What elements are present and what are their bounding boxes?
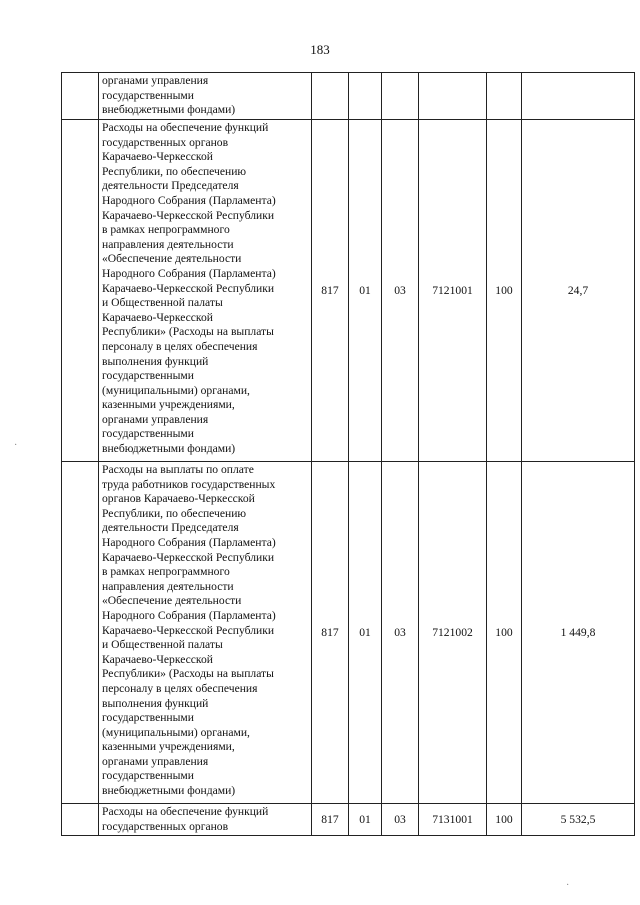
expense-name-line: и Общественной палаты (102, 296, 223, 310)
expense-name-line: государственными (102, 427, 194, 441)
expense-name-line: Республики» (Расходы на выплаты (102, 667, 274, 681)
expense-type-cell: 100 (487, 462, 522, 804)
expense-name-line: деятельности Председателя (102, 521, 239, 535)
expense-name-line: Карачаево-Черкесской Республики (102, 550, 275, 564)
expense-name-line: государственными (102, 711, 194, 725)
expense-name-line: органами управления (102, 412, 209, 426)
table-body (62, 73, 635, 836)
ministry-code-cell: 817 (312, 120, 349, 462)
expense-name-line: выполнения функций (102, 354, 209, 368)
row-number-cell (62, 462, 99, 804)
expense-name-line: в рамках непрограммного (102, 223, 230, 237)
expense-name-line: государственных органов (102, 135, 229, 149)
subsection-code-cell: 03 (382, 120, 419, 462)
ministry-code-cell: 817 (312, 804, 349, 836)
amount-cell: 1 449,8 (522, 462, 635, 804)
table-row (62, 804, 635, 836)
expense-name-line: персоналу в целях обеспечения (102, 681, 258, 695)
row-number-cell (62, 120, 99, 462)
target-article-cell: 7131001 (419, 804, 487, 836)
expense-name-line: государственными (102, 88, 194, 102)
expense-name-line: Республики» (Расходы на выплаты (102, 325, 274, 339)
expense-name-line: Республики, по обеспечению (102, 164, 247, 178)
expense-name-line: и Общественной палаты (102, 638, 223, 652)
expense-name-line: (муниципальными) органами, (102, 725, 250, 739)
scan-artifact: · (566, 880, 570, 891)
subsection-code-cell: 03 (382, 462, 419, 804)
expense-type-cell: 100 (487, 804, 522, 836)
expense-type-cell (487, 73, 522, 120)
target-article-cell (419, 73, 487, 120)
budget-table (61, 72, 635, 836)
expense-name-line: Народного Собрания (Парламента) (102, 266, 276, 280)
expense-name-line: внебюджетными фондами) (102, 103, 236, 117)
expense-name-line: государственными (102, 369, 194, 383)
expense-name-line: казенными учреждениями, (102, 740, 235, 754)
expense-name-line: Республики, по обеспечению (102, 506, 247, 520)
expense-name-line: направления деятельности (102, 237, 234, 251)
table-row (62, 120, 635, 462)
expense-name-line: Расходы на обеспечение функций (102, 121, 269, 134)
scan-artifact: · (14, 440, 18, 451)
subsection-code-cell (382, 73, 419, 120)
expense-name-cell (99, 120, 312, 462)
subsection-code-cell: 03 (382, 804, 419, 836)
section-code-cell (349, 73, 382, 120)
amount-cell (522, 73, 635, 120)
expense-name-line: органов Карачаево-Черкесской (102, 492, 255, 506)
table-row (62, 73, 635, 120)
ministry-code-cell (312, 73, 349, 120)
expense-name-line: труда работников государственных (102, 477, 276, 491)
expense-name-line: Расходы на обеспечение функций (102, 805, 269, 818)
expense-name-line: (муниципальными) органами, (102, 383, 250, 397)
expense-name-line: персоналу в целях обеспечения (102, 339, 258, 353)
expense-type-cell: 100 (487, 120, 522, 462)
amount-cell: 5 532,5 (522, 804, 635, 836)
expense-name-line: Народного Собрания (Парламента) (102, 535, 276, 549)
expense-name-line: «Обеспечение деятельности (102, 594, 242, 608)
ministry-code-cell: 817 (312, 462, 349, 804)
expense-name-line: органами управления (102, 754, 209, 768)
amount-cell: 24,7 (522, 120, 635, 462)
expense-name-line: Карачаево-Черкесской (102, 310, 213, 324)
expense-name-cell (99, 73, 312, 120)
target-article-cell: 7121002 (419, 462, 487, 804)
expense-name-line: внебюджетными фондами) (102, 784, 236, 798)
table-row (62, 462, 635, 804)
expense-name-line: государственными (102, 769, 194, 783)
expense-name-line: направления деятельности (102, 579, 234, 593)
expense-name-line: Карачаево-Черкесской Республики (102, 208, 275, 222)
page-number: 183 (310, 42, 330, 57)
expense-name-line: деятельности Председателя (102, 179, 239, 193)
expense-name-line: «Обеспечение деятельности (102, 252, 242, 266)
expense-name-line: Расходы на выплаты по оплате (102, 463, 254, 476)
expense-name-line: Карачаево-Черкесской Республики (102, 281, 275, 295)
section-code-cell: 01 (349, 462, 382, 804)
expense-name-line: Народного Собрания (Парламента) (102, 193, 276, 207)
expense-name-line: Народного Собрания (Парламента) (102, 608, 276, 622)
expense-name-line: внебюджетными фондами) (102, 442, 236, 456)
expense-name-line: казенными учреждениями, (102, 398, 235, 412)
expense-name-line: выполнения функций (102, 696, 209, 710)
expense-name-line: органами управления (102, 74, 209, 87)
target-article-cell: 7121001 (419, 120, 487, 462)
expense-name-line: Карачаево-Черкесской (102, 652, 213, 666)
expense-name-cell (99, 804, 312, 836)
expense-name-cell (99, 462, 312, 804)
expense-name-line: Карачаево-Черкесской (102, 150, 213, 164)
section-code-cell: 01 (349, 804, 382, 836)
section-code-cell: 01 (349, 120, 382, 462)
expense-name-line: Карачаево-Черкесской Республики (102, 623, 275, 637)
row-number-cell (62, 73, 99, 120)
expense-name-line: государственных органов (102, 819, 229, 833)
row-number-cell (62, 804, 99, 836)
expense-name-line: в рамках непрограммного (102, 565, 230, 579)
